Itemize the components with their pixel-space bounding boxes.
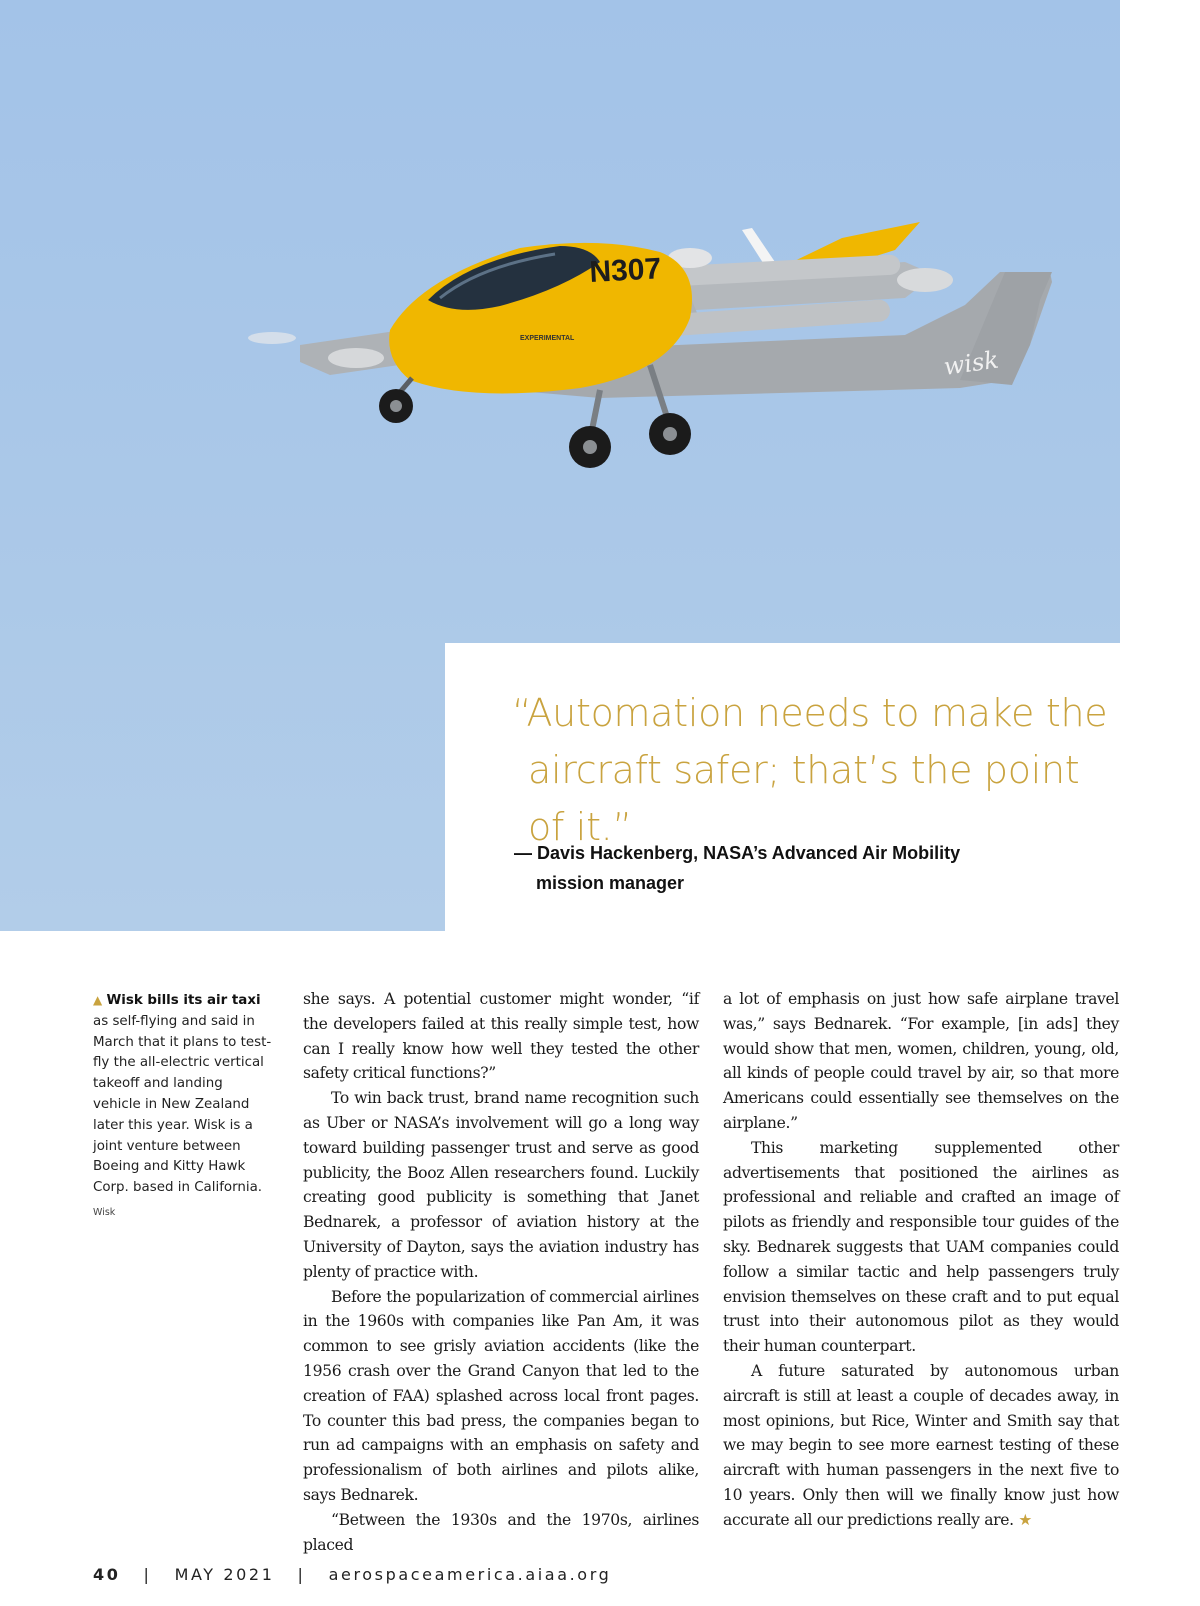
- footer-separator: |: [297, 1565, 306, 1584]
- end-star-icon: ★: [1018, 1510, 1032, 1529]
- caption-text: as self-flying and said in March that it plans to test-fly the all-electric vertical takeoff and landing vehicle in New Zealand later this year. Wisk is a joint venture between Boeing and Kitty Hawk Corp. based in California.: [93, 1013, 272, 1196]
- paragraph: a lot of emphasis on just how safe airplane travel was,” says Bednarek. “For example, [in ads] they would show that men, women, children, young, old, all kinds of people could travel by air, so that more Americans could essentially see themselves on the airplane.”: [723, 990, 1119, 1132]
- body-column-1: [303, 987, 699, 1557]
- photo-credit: Wisk: [93, 1206, 116, 1218]
- footer-separator: |: [143, 1565, 152, 1584]
- page-footer: [93, 1565, 611, 1584]
- pull-quote-line2: aircraft safer; that’s the point of it.”: [528, 748, 1080, 849]
- attribution-line2: mission manager: [536, 873, 685, 893]
- paragraph: To win back trust, brand name recognition such as Uber or NASA’s involvement will go a long way toward building passenger trust and serve as good publicity, the Booz Allen researchers found. Luckily creating good publicity is something that Janet Bednarek, a professor of aviation history at the University of Dayton, says the aviation industry has plenty of practice with.: [303, 1089, 699, 1281]
- paragraph-text: A future saturated by autonomous urban aircraft is still at least a couple of decades away, in most opinions, but Rice, Winter and Smith say that we may begin to see more earnest testing of these aircraft with human passengers in the next five to 10 years. Only then will we finally know just how accurate all our predictions really are.: [723, 1361, 1119, 1529]
- body-column-2: [723, 987, 1119, 1533]
- paragraph: “Between the 1930s and the 1970s, airlines placed: [303, 1510, 699, 1554]
- issue-date: MAY 2021: [174, 1565, 275, 1584]
- aircraft-experimental-label: EXPERIMENTAL: [520, 335, 575, 342]
- aircraft-registration: N307: [588, 252, 662, 289]
- caption-lead: Wisk bills its air taxi: [106, 993, 261, 1008]
- page-number: 40: [93, 1565, 121, 1584]
- pull-quote-line1: “Automation needs to make the: [512, 691, 1108, 735]
- pull-quote: [512, 685, 1122, 856]
- photo-caption: [93, 990, 273, 1224]
- wisk-tail-logo: wisk: [941, 345, 1001, 381]
- paragraph: This marketing supplemented other advertisements that positioned the airlines as professional and reliable and crafted an image of pilots as friendly and responsible tour guides of the sky. Bednarek suggests that UAM companies could follow a similar tactic and help passengers truly envision themselves on these craft and to put equal trust into their autonomous pilot as they would their human counterpart.: [723, 1138, 1119, 1356]
- quote-attribution: [514, 838, 1034, 898]
- paragraph: [723, 1359, 1119, 1533]
- caption-triangle-icon: ▲: [93, 993, 103, 1007]
- paragraph: she says. A potential customer might wonder, “if the developers failed at this really simple test, how can I really know how well they tested the other safety critical functions?”: [303, 990, 699, 1083]
- website-url[interactable]: aerospaceamerica.aiaa.org: [328, 1565, 612, 1584]
- attribution-line1: — Davis Hackenberg, NASA’s Advanced Air Mobility: [514, 843, 961, 863]
- paragraph: Before the popularization of commercial airlines in the 1960s with companies like Pan Am, it was common to see grisly aviation accidents (like the 1956 crash over the Grand Canyon that led to the creation of FAA) splashed across local front pages. To counter this bad press, the companies began to run ad campaigns with an emphasis on safety and professionalism of both airlines and pilots alike, says Bednarek.: [303, 1287, 699, 1504]
